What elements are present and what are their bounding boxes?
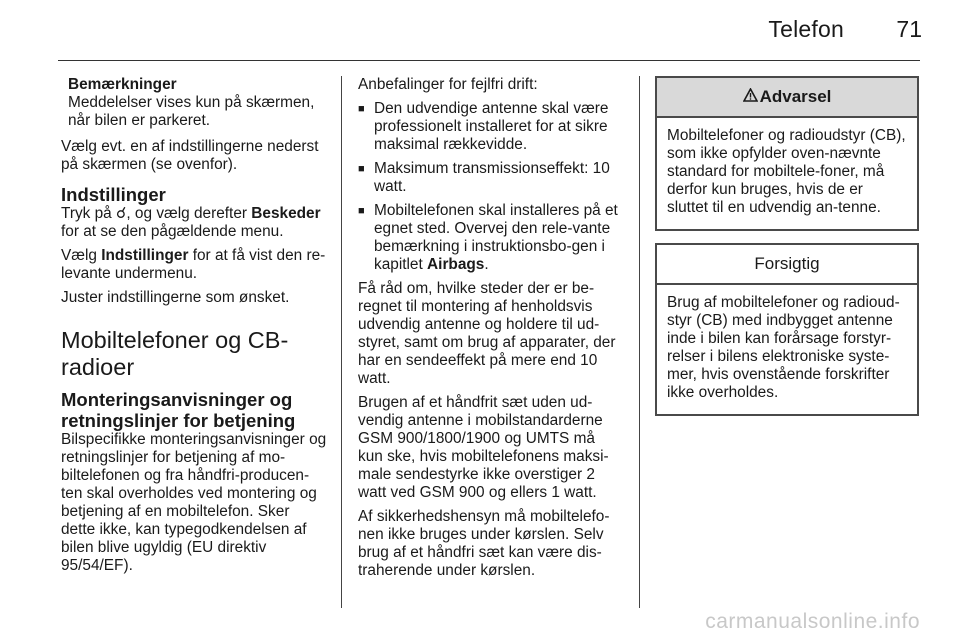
menu-term-settings: Indstillinger [101,247,189,264]
paragraph-mounting: Bilspecifikke monteringsanvisninger og retningslinjer for betjening af mo-biltelefonen og fra håndfri-producen-ten skal overholdes ved montering og betjening af en mobiltelefon. Sker dette ikke, kan typegodkendelsen af bilen blive ugyldig (EU direktiv 95/54/EF). [61,431,327,574]
heading-mounting: Monteringsanvisninger og retningslinjer for betjening [61,389,296,431]
caution-title: Forsigtig [657,245,917,285]
heading-mobile-phones: Mobiltelefoner og CB-radioer [61,327,289,380]
text-run: . [484,256,489,273]
section-title: Telefon [768,16,844,42]
caution-box [655,243,919,416]
column-right [655,76,919,428]
warning-box [655,76,919,231]
heading-settings: Indstillinger [61,184,166,205]
warning-title: Advarsel [759,87,832,106]
paragraph-intro: Anbefalinger for fejlfri drift: [358,76,538,93]
caution-text: Brug af mobiltelefoner og radioud-styr (CB) med indbygget antenne inde i bilen kan forårsage forstyr-relser i bilens elektroniske syste-mer, hvis ovenstående forskrifter ikke overholdes. [667,294,900,401]
paragraph: Få råd om, hvilke steder der er be-regnet til montering af henholdsvis udvendig antenne og holdere til ud-styret, samt om brug af apparater, der har en sendeeffekt på mere end 10 watt. [358,280,616,387]
text-run: , og vælg derefter [126,205,252,222]
note-block [61,76,327,130]
paragraph: Af sikkerhedshensyn må mobiltelefo-nen ikke bruges under kørslen. Selv brug af et håndfri sæt kan være dis-traherende under kørslen. [358,508,610,579]
text-run: for at få vist den re-levante undermenu. [61,247,326,282]
paragraph-settings-nav [61,205,327,241]
list-item: ■ Den udvendige antenne skal være professionelt installeret for at sikre maksimal rækkevidde. [358,100,624,154]
note-heading: Bemærkninger [68,76,177,93]
warning-text: Mobiltelefoner og radioudstyr (CB), som ikke opfylder oven-nævnte standard for mobiltele-foner, må derfor kun bruges, hvis de er sluttet til en udvendig an-tenne. [667,127,906,216]
menu-term-messages: Beskeder [251,205,321,222]
column-left [61,76,327,581]
column-middle [358,76,624,586]
list-item: ■ Maksimum transmissionseffekt: 10 watt. [358,160,624,196]
column-divider [639,76,640,608]
paragraph: Juster indstillingerne som ønsket. [61,289,290,306]
page-header [0,0,960,60]
text-run: Mobiltelefonen skal installeres på et egnet sted. Overvej den rele-vante bemærkning i instruktionsbo-gen i kapitlet [374,202,618,273]
paragraph: Brugen af et håndfrit sæt uden ud-vendig antenne i mobilstandarderne GSM 900/1800/1900 og UMTS må kun ske, hvis mobiltelefonens maksi-male sendestyrke ikke overstiger 2 watt ved GSM 900 og ellers 1 watt. [358,394,609,501]
header-divider [58,60,920,61]
column-divider [341,76,342,608]
warning-header [657,78,917,118]
page-number: 71 [896,16,922,42]
text-run: Vælg [61,247,102,264]
phone-settings-icon: ☌ [116,205,127,222]
recommendation-list [358,100,624,274]
term-airbags: Airbags [427,256,485,273]
note-text: Meddelelser vises kun på skærmen, når bilen er parkeret. [68,94,315,129]
paragraph: Vælg evt. en af indstillingerne nederst på skærmen (se ovenfor). [61,138,319,173]
warning-triangle-icon [743,79,758,117]
paragraph-submenu [61,247,327,283]
list-item [358,202,624,274]
text-run: Tryk på [61,205,117,222]
watermark: carmanualsonline.info [705,610,920,633]
text-run: for at se den pågældende menu. [61,223,284,240]
